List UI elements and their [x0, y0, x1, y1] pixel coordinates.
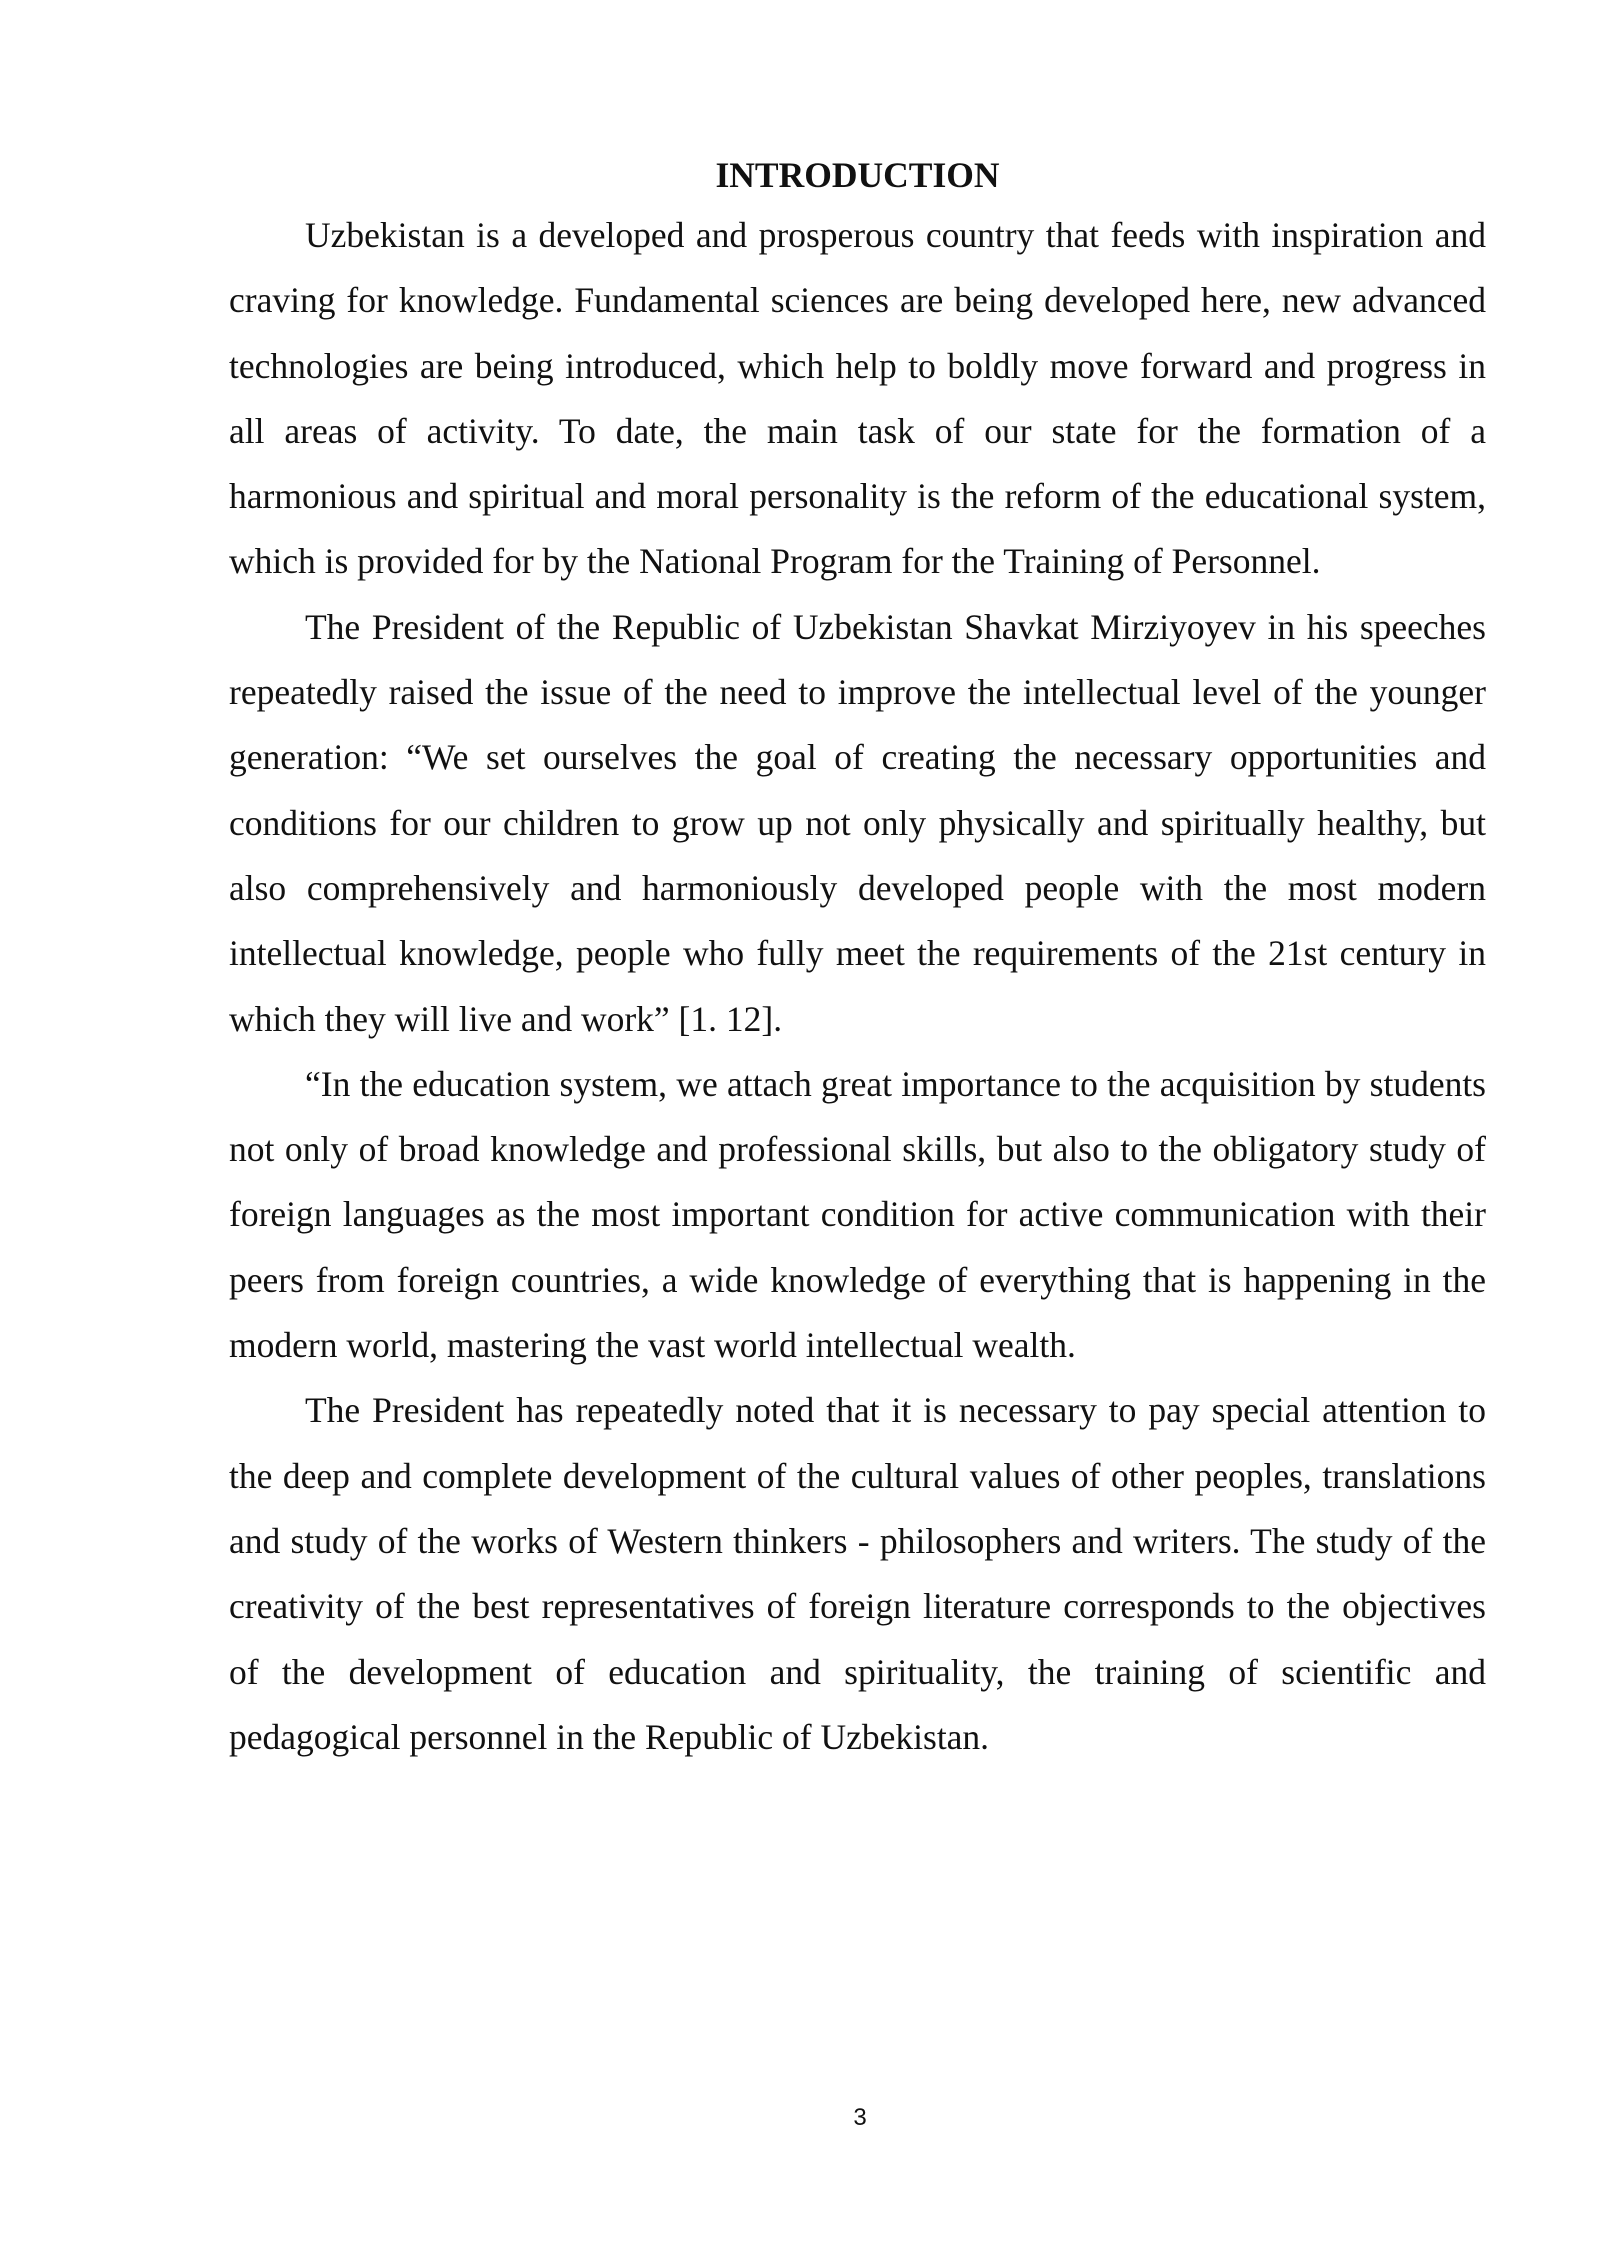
page-body: [229, 147, 1486, 1770]
section-heading: INTRODUCTION: [715, 155, 1000, 195]
paragraph-1: Uzbekistan is a developed and prosperous country that feeds with inspiration and craving for knowledge. Fundamental sciences are being developed here, new advanced technologies are being introduced, which help to boldly move forward and progress in all areas of activity. To date, the main task of our state for the formation of a harmonious and spiritual and moral personality is the reform of the educational system, which is provided for by the National Program for the Training of Personnel.: [229, 215, 1486, 582]
paragraph-3: “In the education system, we attach great importance to the acquisition by students not only of broad knowledge and professional skills, but also to the obligatory study of foreign languages as the most important condition for active communication with their peers from foreign countries, a wide knowledge of everything that is happening in the modern world, mastering the vast world intellectual wealth.: [229, 1063, 1486, 1366]
paragraph-4: The President has repeatedly noted that it is necessary to pay special attention to the deep and complete development of the cultural values of other peoples, translations and study of the works of Western thinkers - philosophers and writers. The study of the creativity of the best representatives of foreign literature corresponds to the objectives of the development of education and spirituality, the training of scientific and pedagogical personnel in the Republic of Uzbekistan.: [229, 1390, 1486, 1757]
page-number: 3: [853, 2104, 867, 2131]
paragraph-2: The President of the Republic of Uzbekistan Shavkat Mirziyoyev in his speeches repeatedly raised the issue of the need to improve the intellectual level of the younger generation: “We set ourselves the goal of creating the necessary opportunities and conditions for our children to grow up not only physically and spiritually healthy, but also comprehensively and harmoniously developed people with the most modern intellectual knowledge, people who fully meet the requirements of the 21st century in which they will live and work” [1. 12].: [229, 606, 1486, 1039]
